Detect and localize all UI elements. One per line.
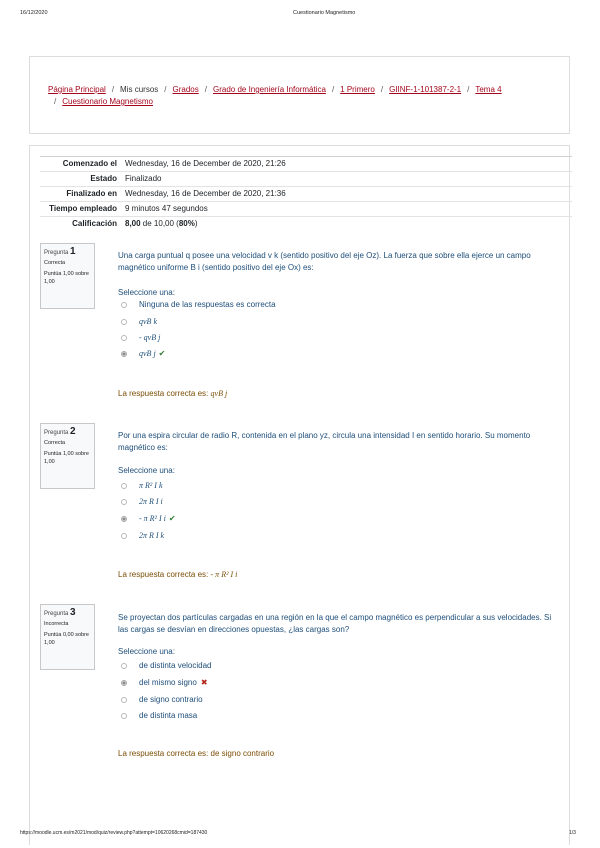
breadcrumb-separator: / (204, 85, 207, 94)
question-info-3 (40, 604, 95, 670)
breadcrumb-grados-link[interactable]: Grados (172, 85, 199, 94)
summary-value: Wednesday, 16 de December de 2020, 21:26 (125, 159, 286, 168)
option-label: Ninguna de las respuestas es correcta (139, 300, 276, 309)
option-label: 2π R I k (139, 531, 165, 540)
question-label: Pregunta (44, 250, 69, 256)
breadcrumb-separator: / (467, 85, 470, 94)
summary-row (40, 172, 572, 187)
answer-option-selected[interactable] (121, 348, 165, 360)
feedback-answer: de signo contrario (210, 749, 275, 758)
answer-option[interactable] (121, 496, 163, 508)
feedback-label: La respuesta correcta es: (118, 749, 209, 758)
select-prompt: Seleccione una: (118, 466, 175, 475)
summary-label: Tiempo empleado (49, 204, 117, 213)
answer-option-selected[interactable] (121, 513, 176, 525)
answer-option[interactable] (121, 316, 157, 328)
radio-icon[interactable] (121, 483, 127, 489)
question-number: 1 (70, 246, 76, 257)
radio-icon[interactable] (121, 533, 127, 539)
answer-option[interactable] (121, 299, 276, 311)
radio-icon[interactable] (121, 319, 127, 325)
question-text-2: Por una espira circular de radio R, contenida en el plano yz, circula una intensidad I en sentido horario. Su momento magnético es: (118, 431, 531, 452)
question-info-1 (40, 243, 95, 309)
summary-row (40, 202, 572, 217)
breadcrumb-degree-link[interactable]: Grado de Ingeniería Informática (212, 85, 326, 94)
option-label: 2π R I i (139, 497, 163, 506)
summary-row (40, 187, 572, 202)
breadcrumb-quiz-link[interactable]: Cuestionario Magnetismo (62, 97, 153, 106)
question-number: 3 (70, 607, 76, 618)
summary-value: Wednesday, 16 de December de 2020, 21:36 (125, 189, 286, 198)
question-status: Correcta (44, 260, 66, 266)
print-page-number: 1/3 (569, 830, 576, 836)
summary-label: Finalizado en (66, 189, 117, 198)
grade-close: ) (194, 219, 198, 228)
question-mark: Puntúa 1,00 sobre 1,00 (44, 271, 89, 285)
question-text-3: Se proyectan dos partículas cargadas en una región en la que el campo magnético es perpendicular a sus velocidades. Si las cargas se desvían en direcciones opuestas, ¿las cargas son? (118, 613, 552, 634)
radio-icon[interactable] (121, 335, 127, 341)
breadcrumb-separator: / (111, 85, 115, 94)
question-status: Incorrecta (44, 621, 69, 627)
summary-label: Calificación (72, 219, 117, 228)
option-label: de distinta velocidad (139, 661, 212, 670)
breadcrumb-separator: / (331, 85, 335, 94)
print-date: 16/12/2020 (20, 10, 48, 16)
radio-icon[interactable] (121, 713, 127, 719)
question-label: Pregunta (44, 430, 69, 436)
correct-answer-feedback (118, 389, 227, 398)
grade-score: 8,00 (125, 219, 141, 228)
select-prompt: Seleccione una: (118, 647, 175, 656)
breadcrumb-separator: / (164, 85, 167, 94)
radio-icon[interactable] (121, 302, 127, 308)
select-prompt: Seleccione una: (118, 288, 175, 297)
correct-answer-feedback (118, 749, 274, 758)
breadcrumb-year-link[interactable]: 1 Primero (340, 85, 375, 94)
breadcrumb-separator: / (54, 97, 57, 106)
radio-icon[interactable] (121, 499, 127, 505)
radio-icon[interactable] (121, 680, 127, 686)
breadcrumb-course-link[interactable]: GIINF-1-101387-2-1 (389, 85, 462, 94)
question-label: Pregunta (44, 611, 69, 617)
radio-icon[interactable] (121, 351, 127, 357)
summary-value: Finalizado (125, 174, 162, 183)
breadcrumb (48, 84, 553, 108)
option-label: π R² I k (139, 481, 163, 490)
answer-option[interactable] (121, 332, 160, 344)
summary-value: 9 minutos 47 segundos (125, 204, 208, 213)
summary-label: Comenzado el (62, 159, 117, 168)
question-mark: Puntúa 0,00 sobre 1,00 (44, 632, 89, 646)
check-icon: ✔ (168, 514, 176, 523)
grade-percent: 80% (178, 219, 195, 228)
question-status: Correcta (44, 440, 66, 446)
radio-icon[interactable] (121, 663, 127, 669)
breadcrumb-topic-link[interactable]: Tema 4 (475, 85, 502, 94)
answer-option[interactable] (121, 694, 203, 706)
grade-total: de 10,00 ( (140, 219, 179, 228)
question-text-1: Una carga puntual q posee una velocidad v k (sentido positivo del eje Oz). La fuerza que sobre ella ejerce un campo magnético uniforme B i (sentido positivo del eje Ox) es: (118, 251, 531, 272)
feedback-label: La respuesta correcta es: (118, 389, 209, 398)
feedback-answer: - π R² I i (210, 570, 238, 579)
breadcrumb-panel (29, 56, 570, 134)
summary-row (40, 157, 572, 172)
answer-option[interactable] (121, 660, 212, 672)
feedback-label: La respuesta correcta es: (118, 570, 209, 579)
breadcrumb-home-link[interactable]: Página Principal (48, 85, 106, 94)
option-label: qvB k (139, 317, 157, 326)
option-label: de distinta masa (139, 711, 198, 720)
answer-option[interactable] (121, 480, 163, 492)
radio-icon[interactable] (121, 516, 127, 522)
option-label: de signo contrario (139, 695, 203, 704)
grade-value (125, 217, 572, 232)
print-title: Cuestionario Magnetismo (293, 10, 356, 16)
answer-option[interactable] (121, 530, 164, 542)
option-label: qvB j (139, 349, 156, 358)
answer-option-selected[interactable] (121, 677, 208, 689)
option-label: - π R² I i (139, 514, 166, 523)
option-label: - qvB j (139, 333, 161, 342)
breadcrumb-my-courses: Mis cursos (120, 85, 159, 94)
question-info-2 (40, 423, 95, 489)
question-mark: Puntúa 1,00 sobre 1,00 (44, 451, 89, 465)
correct-answer-feedback (118, 570, 237, 579)
cross-icon: ✖ (200, 678, 208, 687)
radio-icon[interactable] (121, 697, 127, 703)
summary-label: Estado (90, 174, 117, 183)
check-icon: ✔ (158, 349, 166, 358)
option-label: del mismo signo (139, 678, 197, 687)
feedback-answer: qvB j (210, 389, 228, 398)
answer-option[interactable] (121, 710, 197, 722)
summary-row (40, 217, 572, 232)
breadcrumb-separator: / (380, 85, 384, 94)
question-number: 2 (70, 426, 76, 437)
attempt-summary-table (40, 156, 572, 231)
print-url: https://moodle.ucm.es/m2021/mod/quiz/review.php?attempt=10620268cmid=187430 (20, 830, 208, 836)
